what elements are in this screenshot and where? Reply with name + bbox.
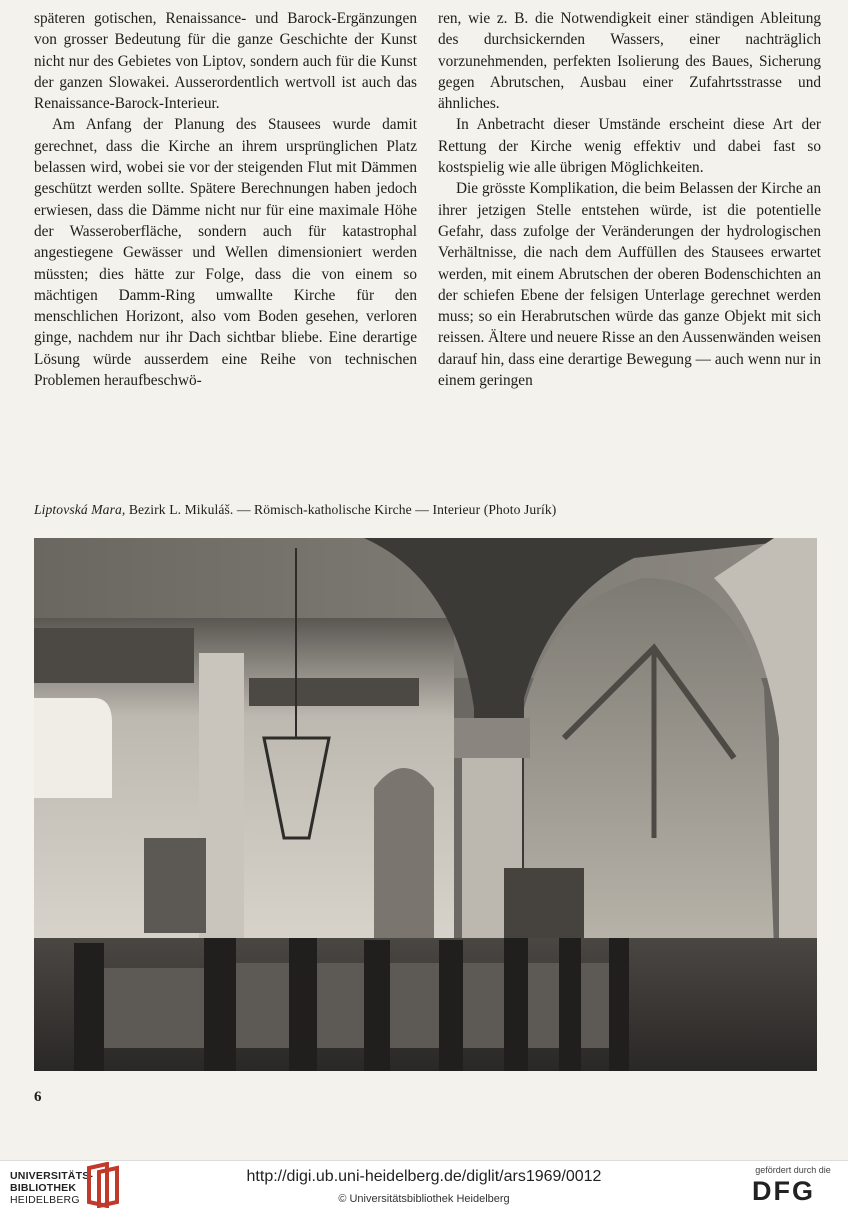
page-number: 6 bbox=[34, 1089, 42, 1105]
paragraph: späteren gotischen, Renaissance- und Barock-Ergänzungen von grosser Bedeutung für die ganze Geschichte der Kunst nicht nur des Gebietes von Liptov, sondern auch für die Kunst der ganzen Slowakei. Ausserordentlich wertvoll ist auch das Renaissance-Barock-Interieur. bbox=[34, 10, 417, 113]
caption-text: Bezirk L. Mikuláš. — Römisch-katholische Kirche — Interieur (Photo Jurík) bbox=[125, 502, 557, 517]
logo-line: BIBLIOTHEK bbox=[10, 1182, 77, 1194]
caption-place: Liptovská Mara, bbox=[34, 502, 126, 517]
copyright-notice: © Universitätsbibliothek Heidelberg bbox=[338, 1193, 510, 1205]
funding-label: gefördert durch die bbox=[755, 1165, 831, 1175]
paragraph: Die grösste Komplikation, die beim Belassen der Kirche an ihrer jetzigen Stelle entstehen würde, ist die potentielle Gefahr, dass zufolge der Veränderungen der hydrologischen Verhältnisse, die nach dem Auffüllen des Stausees erwartet werden, mit einem Abrutschen der oberen Bodenschichten an der schiefen Ebene der felsigen Unterlage gerechnet werden muss; so ein Herabrutschen würde das ganze Objekt mit sich reissen. Ältere und neuere Risse an den Aussenwänden weisen darauf hin, dass eine derartige Bewegung — auch wenn nur in einem geringen bbox=[438, 180, 821, 390]
text-column-right bbox=[438, 8, 821, 391]
paragraph: Am Anfang der Planung des Stausees wurde damit gerechnet, dass die Kirche an ihrem ursprünglichen Platz belassen wird, wobei sie vor der steigenden Flut mit Dämmen geschützt werden sollte. Spätere Berechnungen haben jedoch erwiesen, dass die Dämme nicht nur für eine maximale Höhe der Wasseroberfläche, sondern auch für katastrophal angestiegene Gewässer und Wellen dimensioniert werden müssten; dies hätte zur Folge, dass die von einem so mächtigen Damm-Ring umwallte Kirche für den menschlichen Horizont, also vom Boden gesehen, verloren ginge, nachdem nur ihr Dach sichtbar bliebe. Eine derartige Lösung würde ausserdem eine Reihe von technischen Problemen heraufbeschwö- bbox=[34, 116, 417, 390]
photo-illustration bbox=[34, 538, 817, 1071]
text-column-left bbox=[34, 8, 417, 391]
logo-line: UNIVERSITÄTS- bbox=[10, 1170, 94, 1182]
paragraph: ren, wie z. B. die Notwendigkeit einer ständigen Ableitung des durchsickernden Wassers, einer nachträglich vorzunehmenden, perfekten Isolierung des Baues, Sicherung gegen Abrutschen, Ausbau einer Zufahrtsstrasse und ähnliches. bbox=[438, 10, 821, 113]
figure-caption bbox=[34, 501, 824, 519]
logo-line: HEIDELBERG bbox=[10, 1194, 80, 1206]
dfg-logo[interactable]: DFG bbox=[752, 1176, 815, 1206]
paragraph: In Anbetracht dieser Umstände erscheint diese Art der Rettung der Kirche wenig effektiv und dabei fast so kostspielig wie alle übrigen Möglichkeiten. bbox=[438, 116, 821, 177]
church-interior-photo bbox=[34, 538, 817, 1071]
permalink-url[interactable]: http://digi.ub.uni-heidelberg.de/diglit/ars1969/0012 bbox=[246, 1168, 602, 1185]
